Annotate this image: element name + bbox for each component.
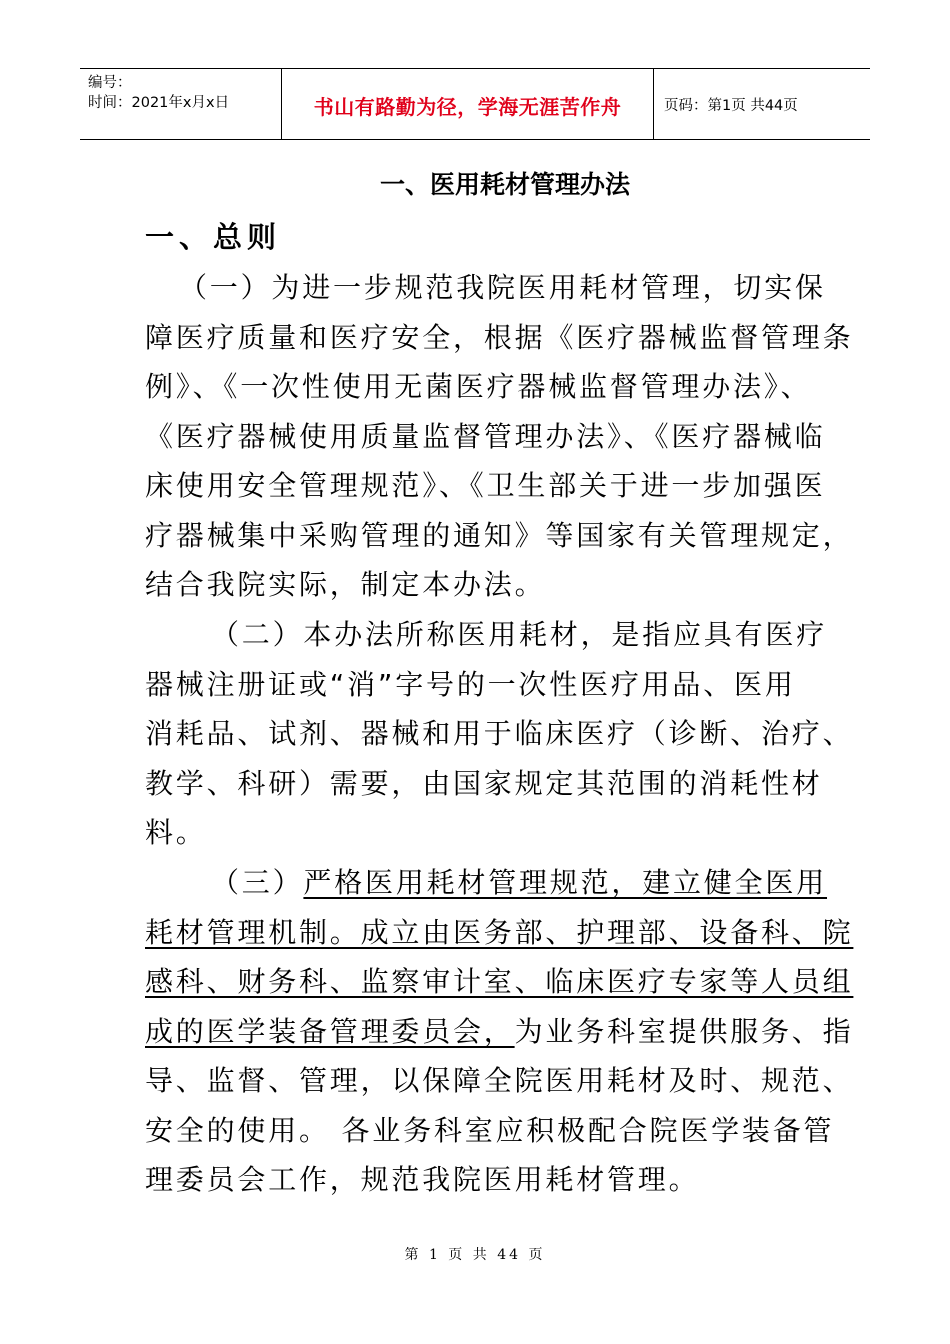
paragraph-line: 料。 bbox=[145, 816, 207, 849]
paragraph-3 bbox=[145, 858, 854, 1205]
paragraph-text: 为业务科室提供服务、指 bbox=[514, 1014, 854, 1048]
header-meta bbox=[88, 73, 229, 113]
paragraph-line: （二）本办法所称医用耗材，是指应具有医疗 bbox=[211, 618, 828, 651]
section-heading: 一、总则 bbox=[145, 220, 282, 254]
paragraph-line: 疗器械集中采购管理的通知》等国家有关管理规定， bbox=[145, 518, 854, 552]
header-page-info: 页码：第1页 共44页 bbox=[664, 98, 798, 114]
paragraph-line: 教学、科研）需要，由国家规定其范围的消耗性材 bbox=[145, 766, 823, 800]
paragraph-line: 器械注册证或“消”字号的一次性医疗用品、医用 bbox=[145, 667, 796, 701]
paragraph-prefix: （三） bbox=[211, 866, 304, 899]
paragraph-line: 消耗品、试剂、器械和用于临床医疗（诊断、治疗、 bbox=[145, 717, 854, 750]
header-motto: 书山有路勤为径，学海无涯苦作舟 bbox=[313, 95, 622, 119]
paragraph-line: 结合我院实际，制定本办法。 bbox=[145, 568, 546, 601]
header-number-label: 编号： bbox=[88, 75, 132, 91]
paragraph-line bbox=[145, 957, 854, 1007]
underlined-text: 耗材管理机制。成立由医务部、护理部、设备科、院 bbox=[145, 915, 854, 949]
paragraph-line: 障医疗质量和医疗安全，根据《医疗器械监督管理条 bbox=[145, 320, 854, 354]
paragraph-2 bbox=[145, 610, 854, 858]
header-divider bbox=[653, 69, 654, 139]
underlined-text: 严格医用耗材管理规范，建立健全医用 bbox=[303, 866, 828, 899]
paragraph-line: 《医疗器械使用质量监督管理办法》、《医疗器械临 bbox=[145, 419, 826, 453]
paragraph-line: （一）为进一步规范我院医用耗材管理，切实保 bbox=[179, 271, 826, 304]
underlined-text: 成的医学装备管理委员会， bbox=[145, 1014, 515, 1048]
paragraph-line bbox=[145, 908, 854, 958]
page-header bbox=[80, 68, 870, 140]
paragraph-line: 床使用安全管理规范》、《卫生部关于进一步加强医 bbox=[145, 469, 826, 502]
paragraph-1 bbox=[145, 263, 854, 610]
paragraph-line: 导、监督、管理，以保障全院医用耗材及时、规范、 bbox=[145, 1064, 854, 1097]
paragraph-line bbox=[145, 1007, 854, 1057]
paragraph-line: 安全的使用。 各业务科室应积极配合院医学装备管 bbox=[145, 1113, 835, 1147]
paragraph-line: 例》、《一次性使用无菌医疗器械监督管理办法》、 bbox=[145, 370, 812, 403]
page-footer: 第 1 页 共 44 页 bbox=[404, 1247, 546, 1263]
document-title: 一、医用耗材管理办法 bbox=[379, 170, 630, 199]
paragraph-line bbox=[145, 858, 828, 908]
header-time-label: 时间：2021年x月x日 bbox=[88, 95, 230, 111]
paragraph-line: 理委员会工作，规范我院医用耗材管理。 bbox=[145, 1163, 700, 1196]
underlined-text: 感科、财务科、监察审计室、临床医疗专家等人员组 bbox=[145, 965, 854, 998]
